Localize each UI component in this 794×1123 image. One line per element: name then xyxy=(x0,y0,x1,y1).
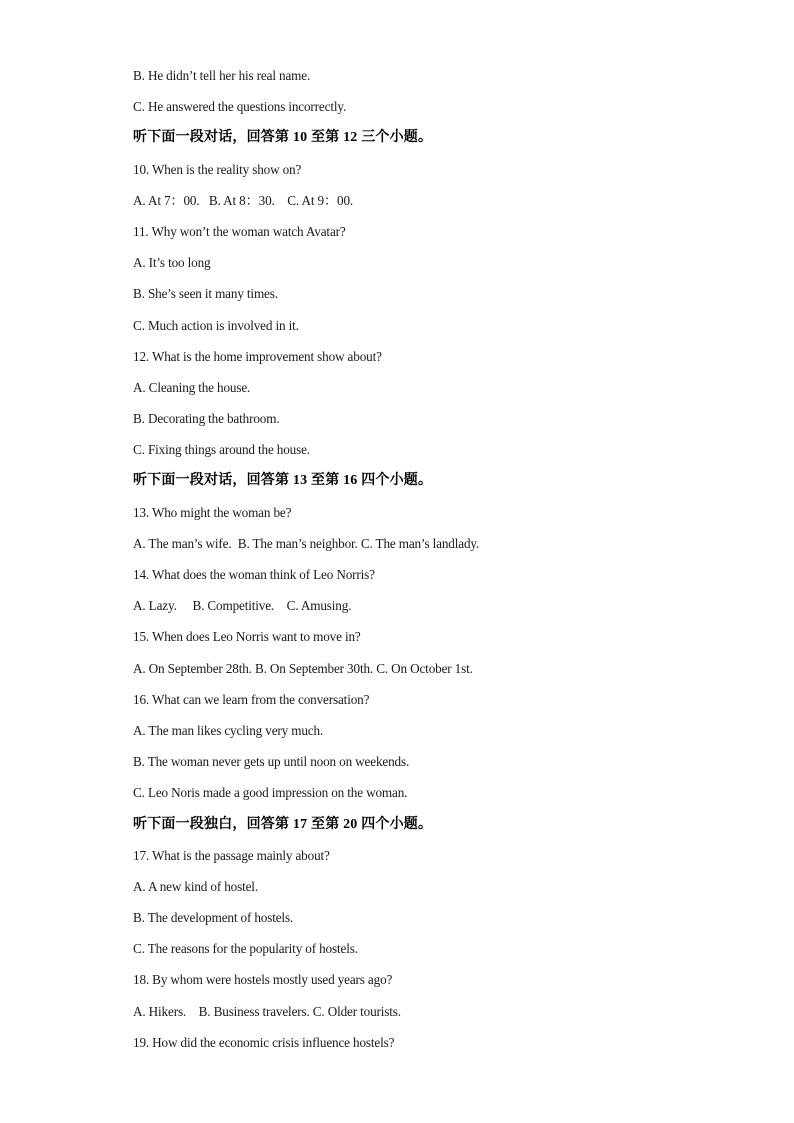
option-line: A. Hikers. B. Business travelers. C. Older tourists. xyxy=(133,1003,401,1019)
option-line: A. The man likes cycling very much. xyxy=(133,722,324,738)
question-line: 10. When is the reality show on? xyxy=(133,161,302,177)
question-line: 14. What does the woman think of Leo Norris? xyxy=(133,567,375,582)
option-line: B. He didn’t tell her his real name. xyxy=(133,68,311,83)
question-line: 17. What is the passage mainly about? xyxy=(133,847,330,863)
option-line: B. The development of hostels. xyxy=(133,910,294,926)
question-line: 19. How did the economic crisis influence hostels? xyxy=(133,1034,395,1050)
section-heading: 听下面一段对话，回答第 10 至第 12 三个小题。 xyxy=(133,130,433,146)
question-line: 13. Who might the woman be? xyxy=(133,504,292,520)
option-line: A. On September 28th. B. On September 30th. C. On October 1st. xyxy=(133,660,473,676)
option-line: A. It’s too long xyxy=(133,255,211,271)
option-line: B. The woman never gets up until noon on weekends. xyxy=(133,754,410,770)
option-line: C. The reasons for the popularity of hostels. xyxy=(133,941,358,957)
document-body xyxy=(133,64,753,1062)
option-line: C. Much action is involved in it. xyxy=(133,317,299,333)
option-line: A. At 7：00. B. At 8：30. C. At 9：00. xyxy=(133,192,354,208)
option-line: A. The man’s wife. B. The man’s neighbor. C. The man’s landlady. xyxy=(133,535,480,551)
question-line: 12. What is the home improvement show about? xyxy=(133,348,382,364)
question-line: 11. Why won’t the woman watch Avatar? xyxy=(133,223,346,239)
question-line: 16. What can we learn from the conversation? xyxy=(133,691,370,707)
option-line: A. Cleaning the house. xyxy=(133,379,251,395)
question-line: 18. By whom were hostels mostly used years ago? xyxy=(133,972,393,988)
option-line: B. Decorating the bathroom. xyxy=(133,411,280,427)
section-heading: 听下面一段独白，回答第 17 至第 20 四个小题。 xyxy=(133,816,433,832)
option-line: A. Lazy. B. Competitive. C. Amusing. xyxy=(133,598,352,614)
option-line: A. A new kind of hostel. xyxy=(133,878,258,894)
section-heading: 听下面一段对话，回答第 13 至第 16 四个小题。 xyxy=(133,473,433,489)
question-line: 15. When does Leo Norris want to move in? xyxy=(133,629,361,645)
option-line: C. Fixing things around the house. xyxy=(133,442,310,458)
option-line: C. He answered the questions incorrectly. xyxy=(133,99,347,115)
option-line: B. She’s seen it many times. xyxy=(133,286,278,302)
option-line: C. Leo Noris made a good impression on the woman. xyxy=(133,785,408,801)
